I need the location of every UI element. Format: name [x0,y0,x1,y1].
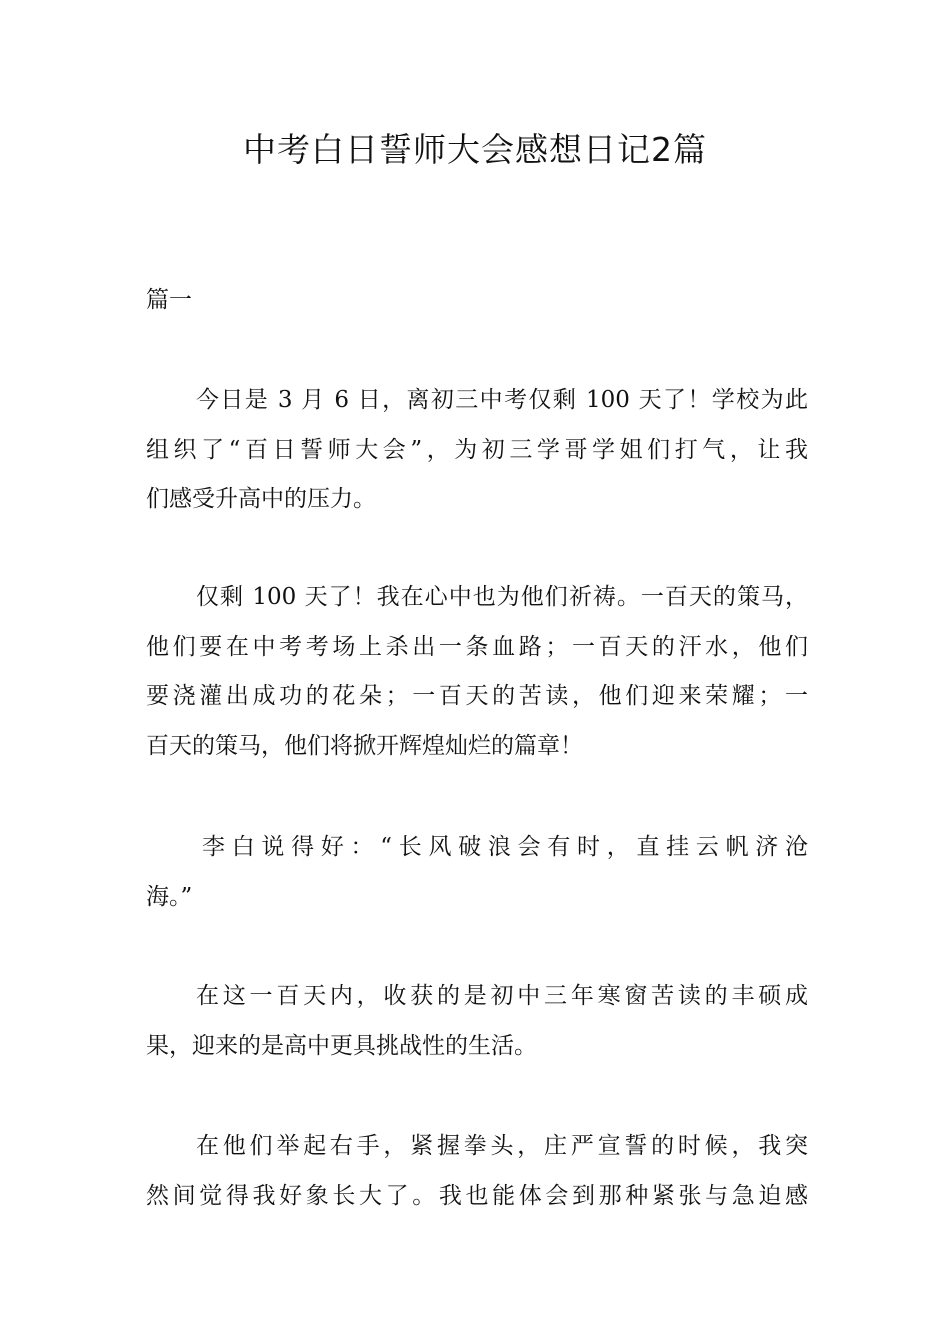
document-title: 中考白日誓师大会感想日记2篇 [243,130,707,169]
paragraph-line: 他们要在中考考场上杀出一条血路；一百天的汗水，他们 [146,633,808,660]
paragraph-line: 在他们举起右手，紧握拳头，庄严宣誓的时候，我突 [196,1133,808,1159]
paragraph-line: 海。” [146,883,193,910]
paragraph-2 [146,573,808,771]
paragraph-3 [146,823,808,922]
paragraph-line: 今日是 3 月 6 日，离初三中考仅剩 100 天了！学校为此 [196,387,808,413]
paragraph-line: 组织了“百日誓师大会”，为初三学哥学姐们打气，让我 [146,436,808,463]
paragraph-line: 要浇灌出成功的花朵；一百天的苦读，他们迎来荣耀；一 [146,683,808,709]
paragraph-line: 百天的策马，他们将掀开辉煌灿烂的篇章！ [146,732,583,759]
paragraph-line: 们感受升高中的压力。 [146,486,376,512]
paragraph-4 [146,972,808,1071]
paragraph-line: 果，迎来的是高中更具挑战性的生活。 [146,1032,537,1059]
section-label: 篇一 [146,287,192,313]
paragraph-5 [146,1122,808,1221]
paragraph-line: 仅剩 100 天了！我在心中也为他们祈祷。一百天的策马， [196,584,808,610]
paragraph-line: 在这一百天内，收获的是初中三年寒窗苦读的丰硕成 [196,983,808,1009]
paragraph-line: 然间觉得我好象长大了。我也能体会到那种紧张与急迫感 [146,1182,808,1209]
paragraph-line: 李白说得好：“长风破浪会有时，直挂云帆济沧 [202,834,808,860]
paragraph-1 [146,376,808,525]
